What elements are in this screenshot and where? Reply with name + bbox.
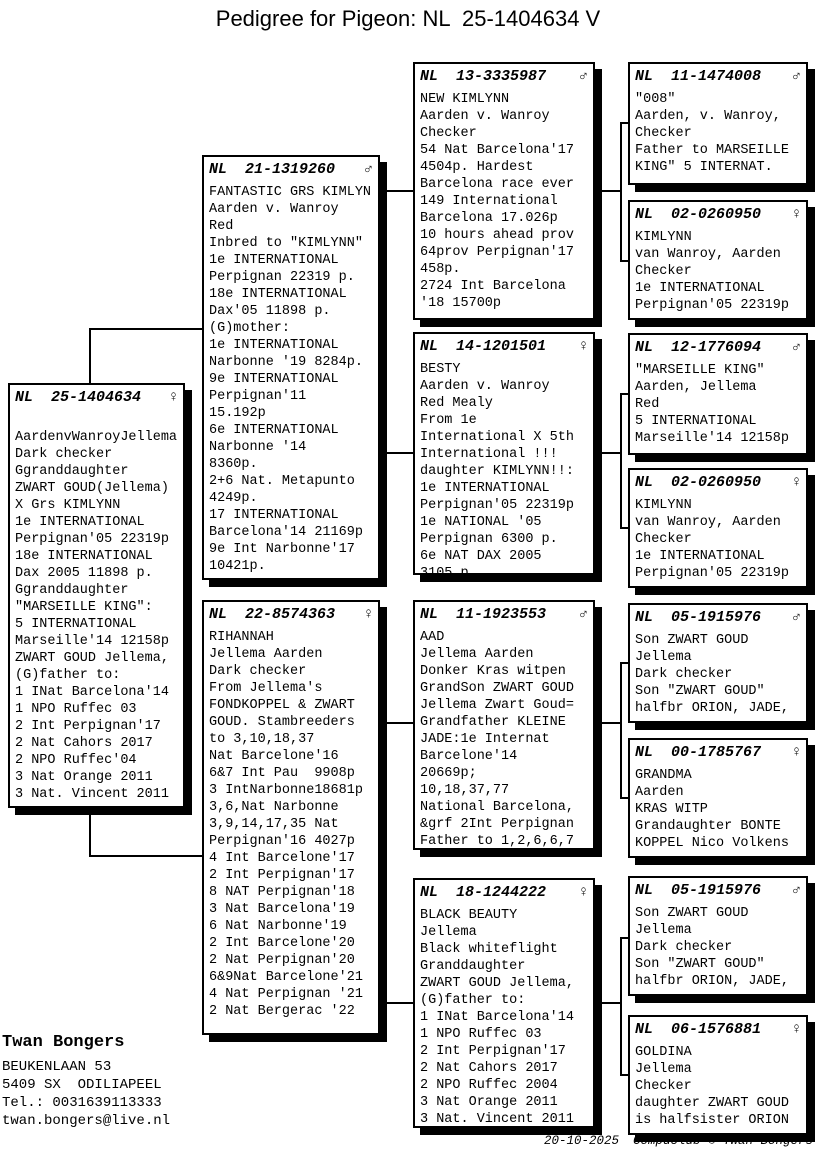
pedigree-text-line: Barcelona race ever <box>420 177 574 192</box>
pedigree-text-line: 15.192p <box>209 406 266 421</box>
pedigree-text-line: 6e INTERNATIONAL <box>209 423 339 438</box>
pedigree-text-line: 9e Int Narbonne'17 <box>209 542 355 557</box>
pedigree-text-line: International X 5th <box>420 430 574 445</box>
pedigree-text-line: Perpignan'05 22319p <box>635 298 789 313</box>
pedigree-text-line: KRAS WITP <box>635 802 708 817</box>
connector-line <box>380 452 413 454</box>
connector-line <box>620 1074 628 1076</box>
box-body <box>420 907 593 1128</box>
pedigree-text-line: 10 hours ahead prov <box>420 228 574 243</box>
pedigree-text-line: Jellema Zwart Goud= <box>420 698 574 713</box>
pedigree-text-line: ZWART GOUD Jellema, <box>420 976 574 991</box>
pedigree-text-line: Nat Barcelone'16 <box>209 749 339 764</box>
pedigree-text-line: AAD <box>420 630 445 645</box>
box-header <box>635 67 806 86</box>
pedigree-text-line: KING" 5 INTERNAT. <box>635 160 773 175</box>
pedigree-box-mmf <box>628 876 808 996</box>
pedigree-text-line: 5 INTERNATIONAL <box>15 617 137 632</box>
box-body <box>420 91 593 312</box>
pedigree-text-line: GOUD. Stambreeders <box>209 715 355 730</box>
pedigree-text-line: KIMLYNN <box>635 498 692 513</box>
pedigree-text-line: 2+6 Nat. Metapunto <box>209 474 355 489</box>
pedigree-text-line: Dax 2005 11898 p. <box>15 566 153 581</box>
pedigree-text-line: Ggranddaughter <box>15 583 129 598</box>
box-body <box>635 362 806 447</box>
pedigree-text-line: Father to MARSEILLE <box>635 143 789 158</box>
connector-line <box>620 937 628 939</box>
pedigree-text-line: 6e NAT DAX 2005 <box>420 549 542 564</box>
pedigree-text-line <box>15 412 183 429</box>
pedigree-text-line: 4 Nat Perpignan '21 <box>209 987 363 1002</box>
pedigree-text-line: 1 INat Barcelona'14 <box>15 685 169 700</box>
box-header <box>635 1020 806 1039</box>
pedigree-text-line: 2 Nat Cahors 2017 <box>420 1061 558 1076</box>
ring-number: NL 05-1915976 <box>635 882 762 899</box>
box-body <box>635 91 806 176</box>
pedigree-box-fff <box>628 62 808 185</box>
pedigree-box-fm <box>413 332 595 581</box>
box-body <box>635 632 806 717</box>
ring-number: NL 12-1776094 <box>635 339 762 356</box>
pedigree-text-line: Son "ZWART GOUD" <box>635 684 765 699</box>
pedigree-text-line: Aarden, v. Wanroy, <box>635 109 781 124</box>
pedigree-text-line: Aarden v. Wanroy <box>420 109 550 124</box>
ring-number: NL 06-1576881 <box>635 1021 762 1038</box>
pedigree-text-line: is halfsister ORION <box>635 1113 789 1128</box>
connector-line <box>620 662 622 799</box>
owner-email: twan.bongers@live.nl <box>2 1113 171 1129</box>
pedigree-box-mff <box>628 603 808 723</box>
female-icon: ♀ <box>168 389 178 406</box>
pedigree-text-line: X Grs KIMLYNN <box>15 498 121 513</box>
pedigree-text-line: JADE:1e Internat <box>420 732 550 747</box>
box-body <box>635 905 806 990</box>
pedigree-text-line: Son ZWART GOUD <box>635 906 749 921</box>
connector-line <box>380 1002 413 1004</box>
ring-number: NL 18-1244222 <box>420 884 547 901</box>
box-header <box>420 337 593 356</box>
pedigree-text-line: 4249p. <box>209 491 258 506</box>
pedigree-text-line: 54 Nat Barcelona'17 <box>420 143 574 158</box>
pedigree-text-line: GRANDMA <box>635 768 692 783</box>
pedigree-text-line: NEW KIMLYNN <box>420 92 510 107</box>
pedigree-text-line: van Wanroy, Aarden <box>635 247 781 262</box>
box-header <box>420 67 593 86</box>
pedigree-text-line: 6 Nat Narbonne'19 <box>209 919 347 934</box>
female-icon: ♀ <box>791 206 801 223</box>
box-body <box>635 767 806 852</box>
owner-address-line1: BEUKENLAAN 53 <box>2 1059 112 1075</box>
connector-line <box>595 722 622 724</box>
pedigree-text-line: Marseille'14 12158p <box>635 431 789 446</box>
female-icon: ♀ <box>791 474 801 491</box>
pedigree-text-line: 10421p. <box>209 559 266 574</box>
box-header <box>209 160 378 179</box>
pedigree-text-line: 6&9Nat Barcelone'21 <box>209 970 363 985</box>
pedigree-box-ff <box>413 62 595 320</box>
connector-line <box>89 328 202 330</box>
connector-line <box>595 452 622 454</box>
page-title: Pedigree for Pigeon: NL 25-1404634 V <box>215 6 601 31</box>
pedigree-text-line: van Wanroy, Aarden <box>635 515 781 530</box>
pedigree-text-line: FANTASTIC GRS KIMLYN <box>209 185 372 200</box>
pedigree-text-line: 10,18,37,77 <box>420 783 510 798</box>
pedigree-text-line: 3 Nat. Vincent 2011 <box>15 787 169 802</box>
pedigree-text-line: Red <box>209 219 234 234</box>
connector-line <box>620 260 628 262</box>
connector-line <box>380 190 413 192</box>
pedigree-text-line: 1e INTERNATIONAL <box>635 549 765 564</box>
pedigree-text-line: Inbred to "KIMLYNN" <box>209 236 363 251</box>
pedigree-box-fmf <box>628 333 808 455</box>
pedigree-box-mfm <box>628 738 808 858</box>
female-icon: ♀ <box>363 606 373 623</box>
pedigree-text-line: (G)father to: <box>15 668 121 683</box>
pedigree-text-line: 18e INTERNATIONAL <box>15 549 153 564</box>
female-icon: ♀ <box>578 338 588 355</box>
pedigree-text-line: 8360p. <box>209 457 258 472</box>
connector-line <box>595 1002 622 1004</box>
connector-line <box>620 797 628 799</box>
connector-line <box>620 527 628 529</box>
pedigree-text-line: Aarden <box>635 785 684 800</box>
box-body <box>209 629 378 1020</box>
box-header <box>420 605 593 624</box>
pedigree-box-father <box>202 155 380 580</box>
pedigree-text-line: GOLDINA <box>635 1045 692 1060</box>
pedigree-text-line: BLACK BEAUTY <box>420 908 518 923</box>
ring-number: NL 11-1474008 <box>635 68 762 85</box>
pedigree-box-mother <box>202 600 380 1035</box>
pedigree-text-line: Dark checker <box>15 447 113 462</box>
pedigree-text-line: 1e INTERNATIONAL <box>420 481 550 496</box>
pedigree-text-line: &grf 2Int Perpignan <box>420 817 574 832</box>
pedigree-text-line: 3 IntNarbonne18681p <box>209 783 363 798</box>
pedigree-text-line: 3 Nat. Vincent 2011 <box>420 1112 574 1127</box>
pedigree-box-ffm <box>628 200 808 320</box>
pedigree-text-line: Dark checker <box>209 664 307 679</box>
pedigree-text-line: daughter KIMLYNN!!: <box>420 464 574 479</box>
box-body <box>635 229 806 314</box>
connector-line <box>620 122 622 262</box>
male-icon: ♂ <box>791 339 801 356</box>
pedigree-text-line: "MARSEILLE KING": <box>15 600 153 615</box>
pedigree-text-line: 8 NAT Perpignan'18 <box>209 885 355 900</box>
connector-line <box>620 122 628 124</box>
pedigree-text-line: 2 Nat Cahors 2017 <box>15 736 153 751</box>
pedigree-box-fmm <box>628 468 808 588</box>
pedigree-text-line: 20669p; <box>420 766 477 781</box>
pedigree-text-line: Perpignan 22319 p. <box>209 270 355 285</box>
pedigree-text-line: Checker <box>635 264 692 279</box>
pedigree-text-line: Dark checker <box>635 667 733 682</box>
ring-number: NL 05-1915976 <box>635 609 762 626</box>
box-body <box>635 1044 806 1129</box>
pedigree-text-line: Grandaughter BONTE <box>635 819 781 834</box>
pedigree-text-line: 2 Int Perpignan'17 <box>420 1044 566 1059</box>
pedigree-text-line: Granddaughter <box>420 959 526 974</box>
pedigree-text-line: Father to 1,2,6,6,7 <box>420 834 574 849</box>
connector-line <box>380 722 413 724</box>
pedigree-box-mm <box>413 878 595 1128</box>
ring-number: NL 11-1923553 <box>420 606 547 623</box>
pedigree-text-line: AardenvWanroyJellema <box>15 430 178 445</box>
male-icon: ♂ <box>578 606 588 623</box>
pedigree-text-line: halfbr ORION, JADE, <box>635 701 789 716</box>
connector-line <box>89 855 202 857</box>
ring-number: NL 21-1319260 <box>209 161 336 178</box>
male-icon: ♂ <box>363 161 373 178</box>
pedigree-text-line: Jellema <box>635 1062 692 1077</box>
box-header <box>635 608 806 627</box>
pedigree-text-line: 1e NATIONAL '05 <box>420 515 542 530</box>
footer <box>530 1134 813 1148</box>
pedigree-text-line: ZWART GOUD Jellema, <box>15 651 169 666</box>
ring-number: NL 02-0260950 <box>635 474 762 491</box>
pedigree-box-mf <box>413 600 595 850</box>
pedigree-text-line: 2 Int Perpignan'17 <box>15 719 161 734</box>
pedigree-text-line: to 3,10,18,37 <box>209 732 315 747</box>
pedigree-text-line: Perpignan'05 22319p <box>635 566 789 581</box>
pedigree-text-line: Checker <box>635 126 692 141</box>
pedigree-text-line: BESTY <box>420 362 461 377</box>
pedigree-text-line: Perpignan'05 22319p <box>420 498 574 513</box>
owner-address-line2: 5409 SX ODILIAPEEL <box>2 1077 162 1093</box>
owner-contact-block <box>2 1032 170 1130</box>
pedigree-text-line: 3105 p. <box>420 566 477 581</box>
box-body <box>635 497 806 582</box>
male-icon: ♂ <box>791 882 801 899</box>
pedigree-text-line: 1e INTERNATIONAL <box>15 515 145 530</box>
pedigree-text-line: Dark checker <box>635 940 733 955</box>
pedigree-text-line: National Barcelona, <box>420 800 574 815</box>
pedigree-text-line: 64prov Perpignan'17 <box>420 245 574 260</box>
pedigree-text-line: Aarden v. Wanroy <box>420 379 550 394</box>
pedigree-text-line: daughter ZWART GOUD <box>635 1096 789 1111</box>
pedigree-text-line: Ggranddaughter <box>15 464 129 479</box>
owner-phone: Tel.: 0031639113333 <box>2 1095 162 1111</box>
pedigree-text-line: "008" <box>635 92 676 107</box>
pedigree-text-line: 1e INTERNATIONAL <box>635 281 765 296</box>
pedigree-text-line: 2 Nat Bergerac '22 <box>209 1004 355 1019</box>
pedigree-text-line: Barcelona 17.026p <box>420 211 558 226</box>
pedigree-text-line: From 1e <box>420 413 477 428</box>
male-icon: ♂ <box>791 609 801 626</box>
pedigree-text-line: "MARSEILLE KING" <box>635 363 765 378</box>
pedigree-text-line: Red <box>635 397 660 412</box>
pedigree-text-line: Narbonne '14 <box>209 440 307 455</box>
pedigree-text-line: 149 International <box>420 194 558 209</box>
pedigree-text-line: 3,9,14,17,35 Nat <box>209 817 339 832</box>
box-body <box>209 184 378 575</box>
pedigree-text-line: 2724 Int Barcelona <box>420 279 566 294</box>
footer-credit: Compuclub © Twan Bongers <box>632 1134 813 1148</box>
box-body <box>15 412 183 803</box>
pedigree-text-line: 4504p. Hardest <box>420 160 534 175</box>
female-icon: ♀ <box>578 884 588 901</box>
box-body <box>420 361 593 582</box>
connector-line <box>620 393 628 395</box>
pedigree-text-line: Barcelona'14 21169p <box>209 525 363 540</box>
pedigree-text-line: Aarden, Jellema <box>635 380 757 395</box>
connector-line <box>89 328 91 385</box>
pedigree-text-line: Checker <box>420 126 477 141</box>
ring-number: NL 22-8574363 <box>209 606 336 623</box>
pedigree-text-line: 2 Int Barcelone'20 <box>209 936 355 951</box>
pedigree-text-line: Perpignan'11 <box>209 389 307 404</box>
pedigree-text-line: Jellema Aarden <box>420 647 534 662</box>
pedigree-text-line: 1 NPO Ruffec 03 <box>420 1027 542 1042</box>
box-header <box>635 473 806 492</box>
pedigree-text-line: Dax'05 11898 p. <box>209 304 331 319</box>
pedigree-text-line: Donker Kras witpen <box>420 664 566 679</box>
pedigree-text-line: '18 15700p <box>420 296 502 311</box>
ring-number: NL 14-1201501 <box>420 338 547 355</box>
pedigree-text-line: 2 NPO Ruffec 2004 <box>420 1078 558 1093</box>
ring-number: NL 25-1404634 <box>15 389 142 406</box>
pedigree-text-line: Perpignan'05 22319p <box>15 532 169 547</box>
owner-name: Twan Bongers <box>2 1033 125 1052</box>
footer-date: 20-10-2025 <box>543 1134 619 1148</box>
box-header <box>209 605 378 624</box>
pedigree-text-line: KIMLYNN <box>635 230 692 245</box>
ring-number: NL 13-3335987 <box>420 68 547 85</box>
pedigree-text-line: Son "ZWART GOUD" <box>635 957 765 972</box>
pedigree-text-line: RIHANNAH <box>209 630 274 645</box>
pedigree-text-line: 6&7 Int Pau 9908p <box>209 766 355 781</box>
pedigree-text-line: 1 NPO Ruffec 03 <box>15 702 137 717</box>
pedigree-text-line: 1 INat Barcelona'14 <box>420 1010 574 1025</box>
pedigree-text-line: GrandSon ZWART GOUD <box>420 681 574 696</box>
pedigree-box-subject <box>8 383 185 808</box>
pedigree-text-line: Checker <box>635 1079 692 1094</box>
pedigree-text-line: Aarden v. Wanroy <box>209 202 339 217</box>
connector-line <box>620 662 628 664</box>
box-header <box>635 881 806 900</box>
pedigree-text-line: 17 INTERNATIONAL <box>209 508 339 523</box>
connector-line <box>620 937 622 1076</box>
pedigree-text-line: Jellema <box>420 925 477 940</box>
pedigree-text-line: Black whiteflight <box>420 942 558 957</box>
pedigree-text-line: Perpignan'16 4027p <box>209 834 355 849</box>
pedigree-text-line: (G)mother: <box>209 321 291 336</box>
pedigree-text-line: 5 INTERNATIONAL <box>635 414 757 429</box>
ring-number: NL 02-0260950 <box>635 206 762 223</box>
connector-line <box>89 806 91 857</box>
connector-line <box>620 393 622 529</box>
pedigree-text-line: 4 Int Barcelone'17 <box>209 851 355 866</box>
pedigree-text-line: 2 Int Perpignan'17 <box>209 868 355 883</box>
connector-line <box>595 190 622 192</box>
pedigree-box-mmm <box>628 1015 808 1135</box>
pedigree-text-line: Jellema <box>635 650 692 665</box>
box-header <box>635 338 806 357</box>
female-icon: ♀ <box>791 744 801 761</box>
pedigree-text-line: 1e INTERNATIONAL <box>209 338 339 353</box>
pedigree-text-line: 18e INTERNATIONAL <box>209 287 347 302</box>
pedigree-text-line: International !!! <box>420 447 558 462</box>
pedigree-text-line: (G)father to: <box>420 993 526 1008</box>
pedigree-text-line: Son ZWART GOUD <box>635 633 749 648</box>
pedigree-text-line: Barcelone'14 <box>420 749 518 764</box>
pedigree-text-line: Marseille'14 12158p <box>15 634 169 649</box>
pedigree-text-line: From Jellema's <box>209 681 323 696</box>
pedigree-text-line: Jellema Aarden <box>209 647 323 662</box>
pedigree-text-line: Perpignan 6300 p. <box>420 532 558 547</box>
box-header <box>635 205 806 224</box>
box-header <box>420 883 593 902</box>
male-icon: ♂ <box>791 68 801 85</box>
pedigree-text-line: 2 NPO Ruffec'04 <box>15 753 137 768</box>
pedigree-text-line: 3 Nat Barcelona'19 <box>209 902 355 917</box>
pedigree-text-line: FONDKOPPEL & ZWART <box>209 698 355 713</box>
pedigree-text-line: 3 Nat Orange 2011 <box>15 770 153 785</box>
pedigree-text-line: KOPPEL Nico Volkens <box>635 836 789 851</box>
box-header <box>15 388 183 407</box>
box-header <box>635 743 806 762</box>
box-body <box>420 629 593 850</box>
pedigree-text-line: 3 Nat Orange 2011 <box>420 1095 558 1110</box>
pedigree-text-line: ZWART GOUD(Jellema) <box>15 481 169 496</box>
pedigree-text-line: Red Mealy <box>420 396 493 411</box>
pedigree-text-line: 1e INTERNATIONAL <box>209 253 339 268</box>
pedigree-text-line: Grandfather KLEINE <box>420 715 566 730</box>
pedigree-text-line: halfbr ORION, JADE, <box>635 974 789 989</box>
pedigree-text-line: Jellema <box>635 923 692 938</box>
pedigree-text-line: 2 Nat Perpignan'20 <box>209 953 355 968</box>
female-icon: ♀ <box>791 1021 801 1038</box>
pedigree-text-line: 458p. <box>420 262 461 277</box>
pedigree-text-line: 9e INTERNATIONAL <box>209 372 339 387</box>
pedigree-text-line: 3,6,Nat Narbonne <box>209 800 339 815</box>
ring-number: NL 00-1785767 <box>635 744 762 761</box>
pedigree-text-line: Narbonne '19 8284p. <box>209 355 363 370</box>
male-icon: ♂ <box>578 68 588 85</box>
pedigree-text-line: Checker <box>635 532 692 547</box>
